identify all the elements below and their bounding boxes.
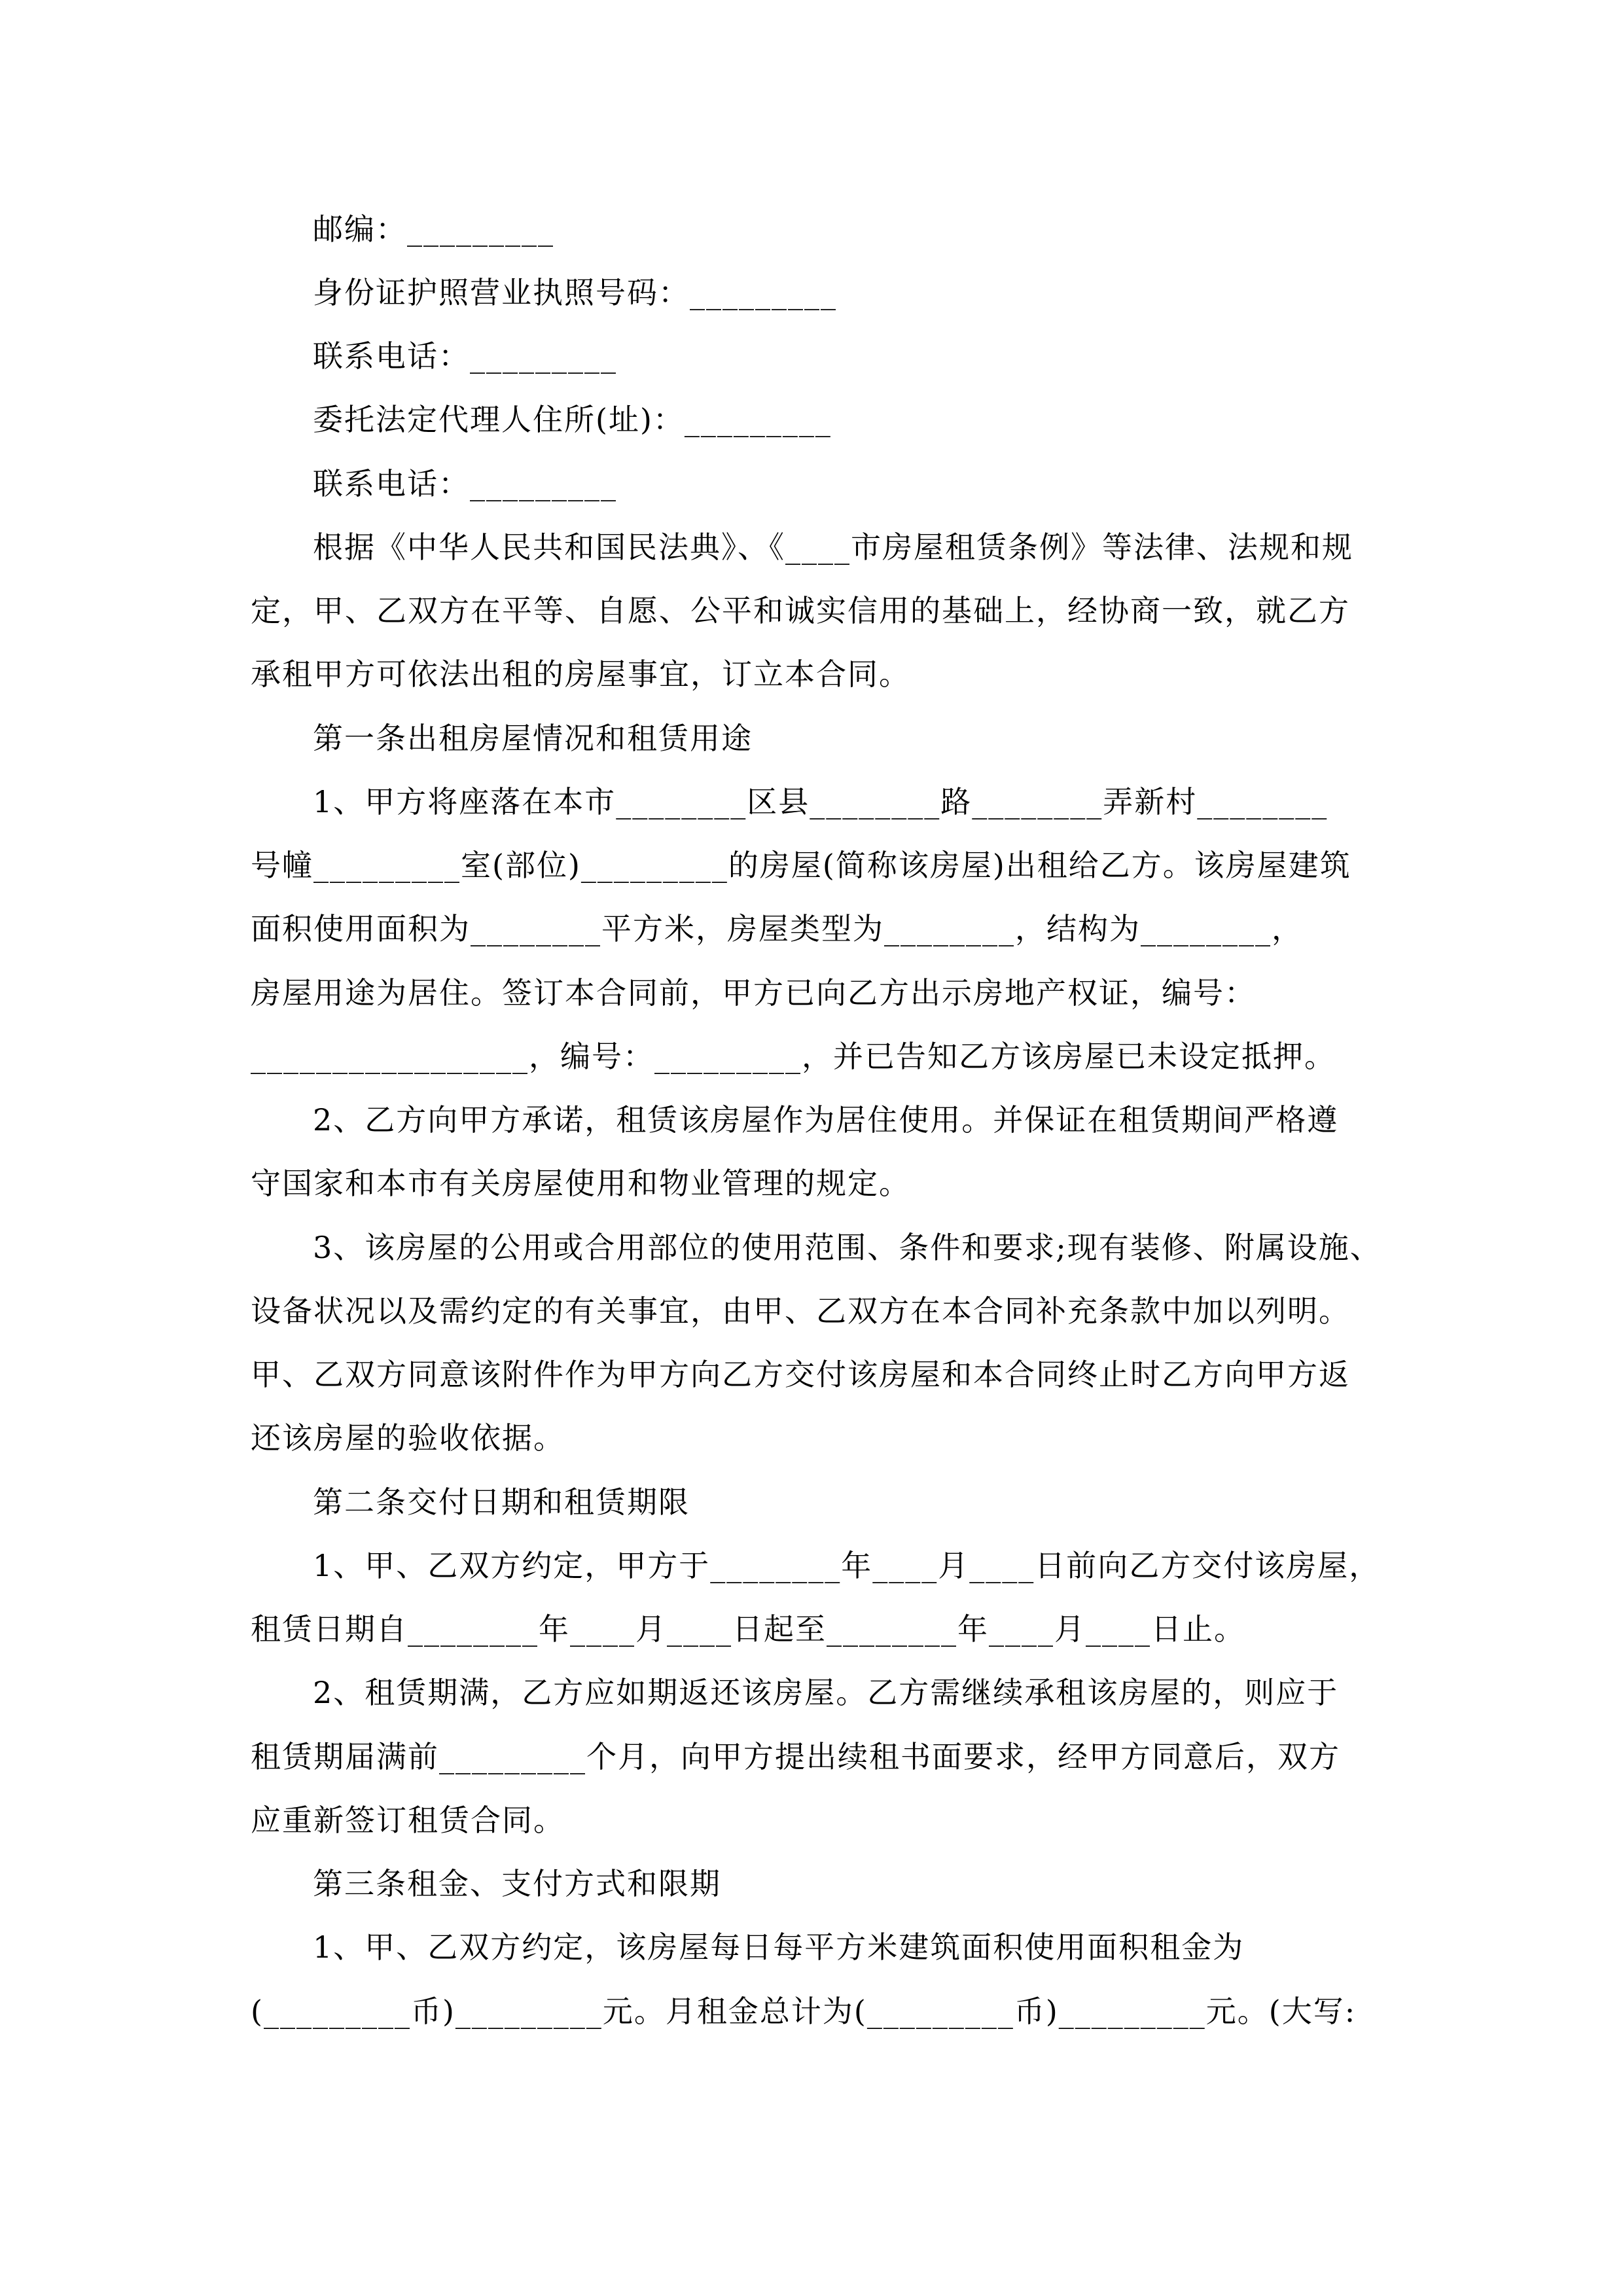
clause-2-2-line-1: 2、租赁期满，乙方应如期返还该房屋。乙方需继续承租该房屋的，则应于 bbox=[313, 1675, 1339, 1710]
agent-phone-line: 联系电话：_________ bbox=[313, 466, 617, 501]
article-1-heading: 第一条出租房屋情况和租赁用途 bbox=[313, 721, 753, 756]
clause-3-1-line-2: (_________币)_________元。月租金总计为(_________币)_________元。(大写: bbox=[251, 1994, 1357, 2029]
phone-line: 联系电话：_________ bbox=[313, 338, 617, 374]
clause-2-1-line-2: 租赁日期自________年____月____日起至________年____月____日止。 bbox=[251, 1611, 1245, 1647]
clause-1-1-line-2: 号幢_________室(部位)_________的房屋(简称该房屋)出租给乙方。该房屋建筑 bbox=[251, 848, 1351, 883]
clause-2-2-line-2: 租赁期届满前_________个月，向甲方提出续租书面要求，经甲方同意后，双方 bbox=[251, 1739, 1340, 1774]
clause-1-1-line-1: 1、甲方将座落在本市________区县________路________弄新村________ bbox=[313, 784, 1329, 819]
clause-1-1-line-3: 面积使用面积为________平方米，房屋类型为________，结构为________， bbox=[251, 911, 1303, 946]
basis-paragraph-line-1: 根据《中华人民共和国民法典》、《____市房屋租赁条例》等法律、法规和规 bbox=[313, 529, 1353, 565]
clause-1-1-line-5: _________________，编号：_________，并已告知乙方该房屋已未设定抵押。 bbox=[251, 1039, 1336, 1074]
clause-1-2-line-1: 2、乙方向甲方承诺，租赁该房屋作为居住使用。并保证在租赁期间严格遵 bbox=[313, 1102, 1339, 1138]
basis-paragraph-line-3: 承租甲方可依法出租的房屋事宜，订立本合同。 bbox=[251, 656, 910, 692]
article-3-heading: 第三条租金、支付方式和限期 bbox=[313, 1866, 721, 1901]
clause-1-2-line-2: 守国家和本市有关房屋使用和物业管理的规定。 bbox=[251, 1166, 910, 1201]
article-2-heading: 第二条交付日期和租赁期限 bbox=[313, 1484, 690, 1520]
clause-1-3-line-1: 3、该房屋的公用或合用部位的使用范围、条件和要求;现有装修、附属设施、 bbox=[313, 1230, 1382, 1265]
clause-1-3-line-3: 甲、乙双方同意该附件作为甲方向乙方交付该房屋和本合同终止时乙方向甲方返 bbox=[251, 1357, 1350, 1392]
clause-2-2-line-3: 应重新签订租赁合同。 bbox=[251, 1803, 565, 1838]
clause-1-3-line-4: 还该房屋的验收依据。 bbox=[251, 1420, 565, 1456]
clause-1-1-line-4: 房屋用途为居住。签订本合同前，甲方已向乙方出示房地产权证，编号： bbox=[251, 975, 1256, 1011]
postal-code-line: 邮编：_________ bbox=[313, 211, 554, 247]
clause-3-1-line-1: 1、甲、乙双方约定，该房屋每日每平方米建筑面积使用面积租金为 bbox=[313, 1929, 1245, 1965]
clause-2-1-line-1: 1、甲、乙双方约定，甲方于________年____月____日前向乙方交付该房屋， bbox=[313, 1548, 1381, 1583]
basis-paragraph-line-2: 定，甲、乙双方在平等、自愿、公平和诚实信用的基础上，经协商一致，就乙方 bbox=[251, 593, 1350, 628]
clause-1-3-line-2: 设备状况以及需约定的有关事宜，由甲、乙双方在本合同补充条款中加以列明。 bbox=[251, 1293, 1350, 1329]
id-number-line: 身份证护照营业执照号码：_________ bbox=[313, 275, 837, 310]
agent-address-line: 委托法定代理人住所(址)：_________ bbox=[313, 402, 832, 437]
